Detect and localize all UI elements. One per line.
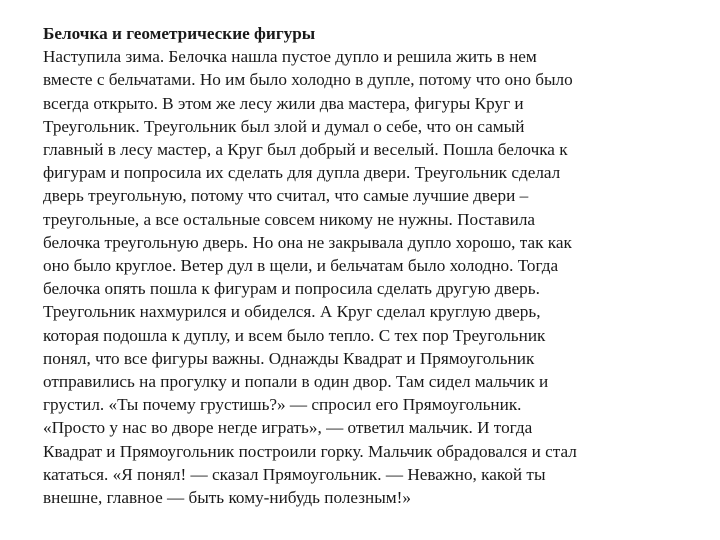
story-line: белочка треугольную дверь. Но она не закрывала дупло хорошо, так как — [43, 232, 572, 252]
story-line: белочка опять пошла к фигурам и попросила сделать другую дверь. — [43, 279, 540, 299]
story-line: которая подошла к дуплу, и всем было тепло. С тех пор Треугольник — [43, 325, 546, 345]
story-text-block — [43, 22, 683, 509]
story-line: Квадрат и Прямоугольник построили горку. Мальчик обрадовался и стал — [43, 441, 577, 461]
story-line: «Просто у нас во дворе негде играть», — ответил мальчик. И тогда — [43, 418, 533, 438]
story-line: вместе с бельчатами. Но им было холодно в дупле, потому что оно было — [43, 70, 573, 90]
story-line: треугольные, а все остальные совсем никому не нужны. Поставила — [43, 209, 536, 229]
story-line: отправились на прогулку и попали в один двор. Там сидел мальчик и — [43, 372, 549, 392]
story-line: грустил. «Ты почему грустишь?» — спросил его Прямоугольник. — [43, 395, 522, 415]
story-line: Наступила зима. Белочка нашла пустое дупло и решила жить в нем — [43, 47, 537, 67]
story-line: внешне, главное — быть кому-нибудь полезным!» — [43, 488, 411, 508]
story-line: Треугольник нахмурился и обиделся. А Круг сделал круглую дверь, — [43, 302, 541, 322]
story-line: фигурам и попросила их сделать для дупла двери. Треугольник сделал — [43, 163, 561, 183]
story-line: кататься. «Я понял! — сказал Прямоугольник. — Неважно, какой ты — [43, 464, 546, 484]
story-title: Белочка и геометрические фигуры — [43, 24, 316, 43]
story-line: Треугольник. Треугольник был злой и думал о себе, что он самый — [43, 116, 525, 136]
story-line: дверь треугольную, потому что считал, что самые лучшие двери – — [43, 186, 529, 206]
story-line: понял, что все фигуры важны. Однажды Квадрат и Прямоугольник — [43, 348, 535, 368]
story-line: всегда открыто. В этом же лесу жили два мастера, фигуры Круг и — [43, 93, 524, 113]
story-line: оно было круглое. Ветер дул в щели, и бельчатам было холодно. Тогда — [43, 256, 559, 276]
story-body — [43, 45, 683, 509]
story-line: главный в лесу мастер, а Круг был добрый и веселый. Пошла белочка к — [43, 140, 568, 160]
